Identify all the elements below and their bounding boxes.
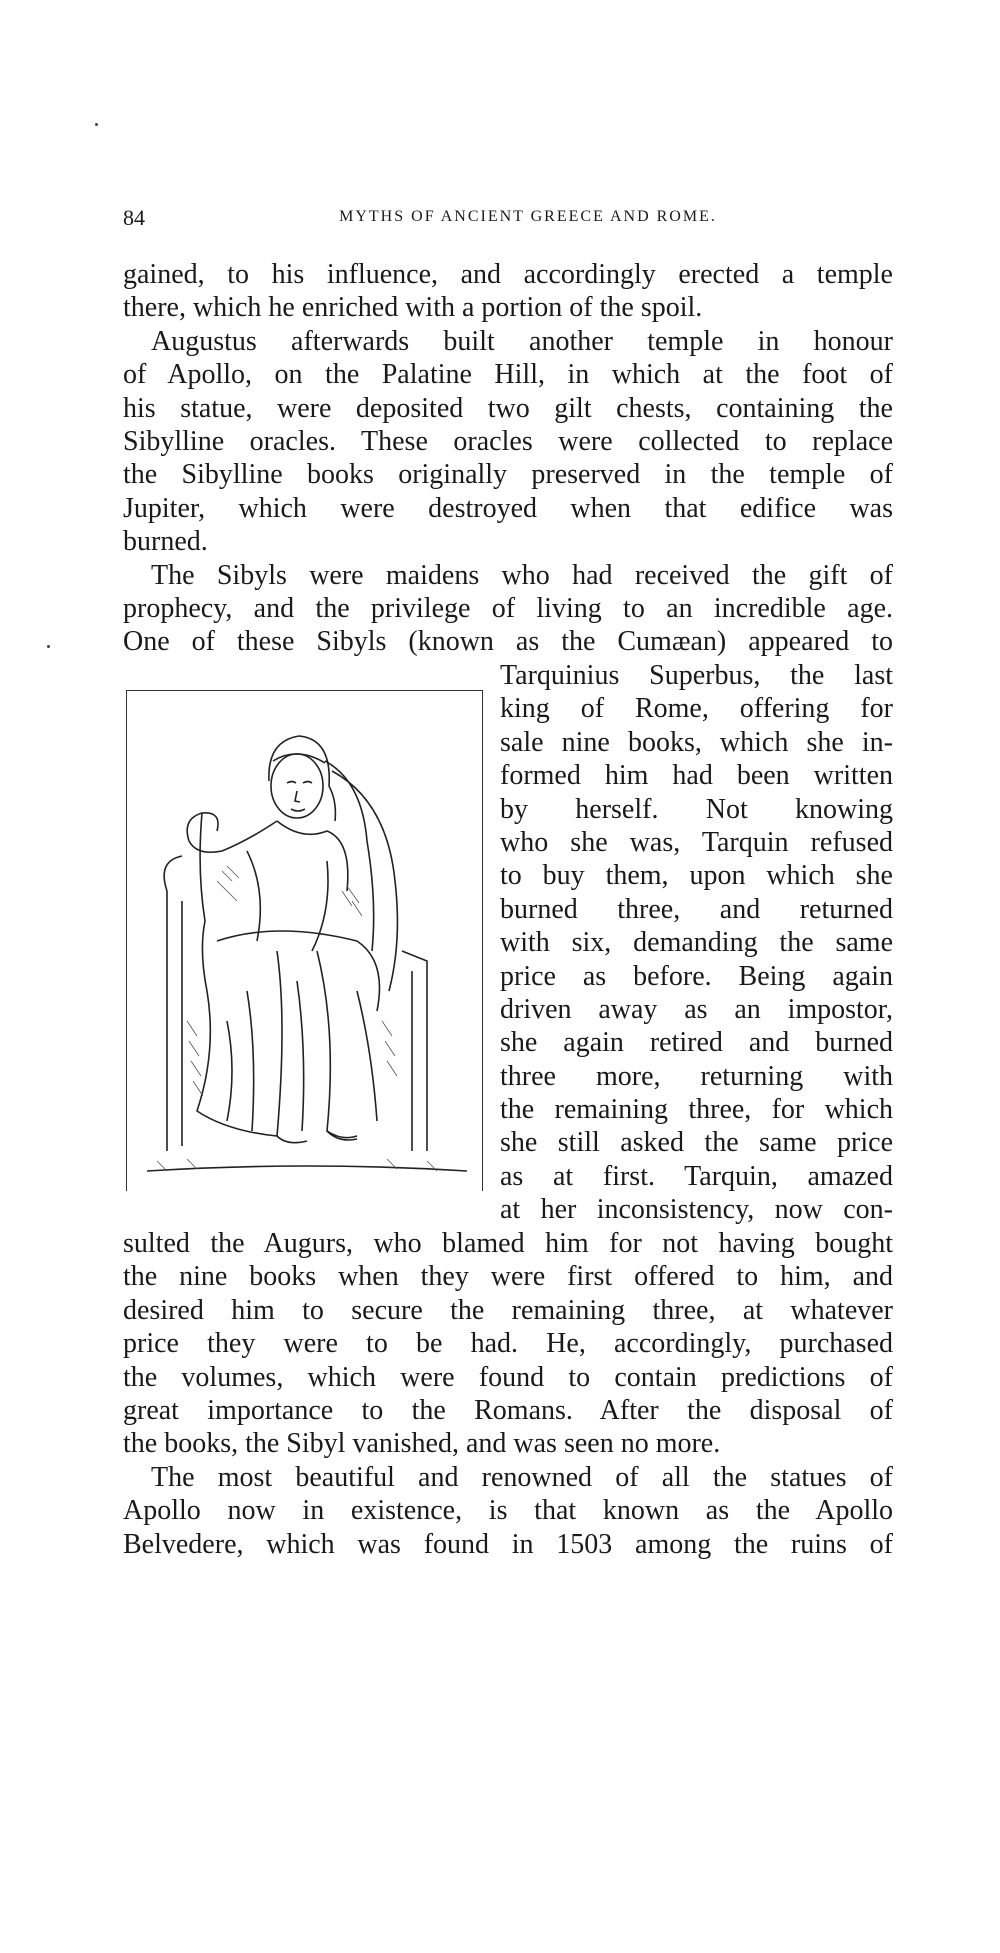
margin-mark xyxy=(95,123,98,126)
text-line: of Apollo, on the Palatine Hill, in which at the foot of xyxy=(123,359,893,391)
text-line: to buy them, upon which she xyxy=(500,860,893,892)
text-line: who she was, Tarquin refused xyxy=(500,826,893,858)
running-title: MYTHS OF ANCIENT GREECE AND ROME. xyxy=(339,208,717,225)
text-line: with six, demanding the same xyxy=(500,927,893,959)
text-line: The Sibyls were maidens who had received the gift of xyxy=(151,559,893,591)
paragraph-bottom xyxy=(123,1227,893,1561)
text-line: his statue, were deposited two gilt chests, containing the xyxy=(123,392,893,424)
text-line: One of these Sibyls (known as the Cumæan) appeared to xyxy=(123,626,893,658)
text-line: as at first. Tarquin, amazed xyxy=(500,1160,893,1192)
text-line: formed him had been written xyxy=(500,760,893,792)
text-line: at her inconsistency, now con- xyxy=(500,1194,893,1226)
text-line: Jupiter, which were destroyed when that edifice was xyxy=(123,492,893,524)
text-line: gained, to his influence, and accordingly erected a temple xyxy=(123,259,893,290)
text-line: great importance to the Romans. After the disposal of xyxy=(123,1394,893,1426)
text-line: Apollo now in existence, is that known as the Apollo xyxy=(123,1495,893,1527)
wrapped-text xyxy=(500,659,893,1227)
text-line: king of Rome, offering for xyxy=(500,693,893,725)
text-line: the Sibylline books originally preserved in the temple of xyxy=(123,459,893,491)
text-line: burned. xyxy=(123,526,208,558)
text-line: price as before. Being again xyxy=(500,960,893,992)
body-text xyxy=(123,258,893,659)
text-line: desired him to secure the remaining three, at whatever xyxy=(123,1294,893,1326)
text-line: the remaining three, for which xyxy=(500,1094,893,1126)
text-line: price they were to be had. He, accordingly, purchased xyxy=(123,1328,893,1360)
text-line: burned three, and returned xyxy=(500,893,893,925)
text-line: she again retired and burned xyxy=(500,1027,893,1059)
sibyl-illustration xyxy=(126,690,483,1191)
text-line: the volumes, which were found to contain predictions of xyxy=(123,1361,893,1393)
text-line: the books, the Sibyl vanished, and was seen no more. xyxy=(123,1428,721,1460)
text-line: by herself. Not knowing xyxy=(500,793,893,825)
text-line: Belvedere, which was found in 1503 among the ruins of xyxy=(123,1528,893,1560)
text-line: The most beautiful and renowned of all the statues of xyxy=(151,1461,893,1493)
text-line: there, which he enriched with a portion of the spoil. xyxy=(123,292,703,324)
sibyl-engraving xyxy=(127,691,482,1191)
text-line: she still asked the same price xyxy=(500,1127,893,1159)
page-header xyxy=(123,205,893,235)
paragraph-top xyxy=(123,258,893,659)
text-line: three more, returning with xyxy=(500,1060,893,1092)
page-number: 84 xyxy=(123,205,145,230)
text-line: sale nine books, which she in- xyxy=(500,726,893,758)
text-line: the nine books when they were first offered to him, and xyxy=(123,1261,893,1293)
text-line: Sibylline oracles. These oracles were collected to replace xyxy=(123,425,893,457)
text-line: sulted the Augurs, who blamed him for not having bought xyxy=(123,1228,893,1259)
text-line: Tarquinius Superbus, the last xyxy=(500,660,893,691)
margin-mark xyxy=(47,645,50,648)
text-line: driven away as an impostor, xyxy=(500,993,893,1025)
text-line: Augustus afterwards built another temple in honour xyxy=(151,325,893,357)
text-line: prophecy, and the privilege of living to an incredible age. xyxy=(123,592,893,624)
